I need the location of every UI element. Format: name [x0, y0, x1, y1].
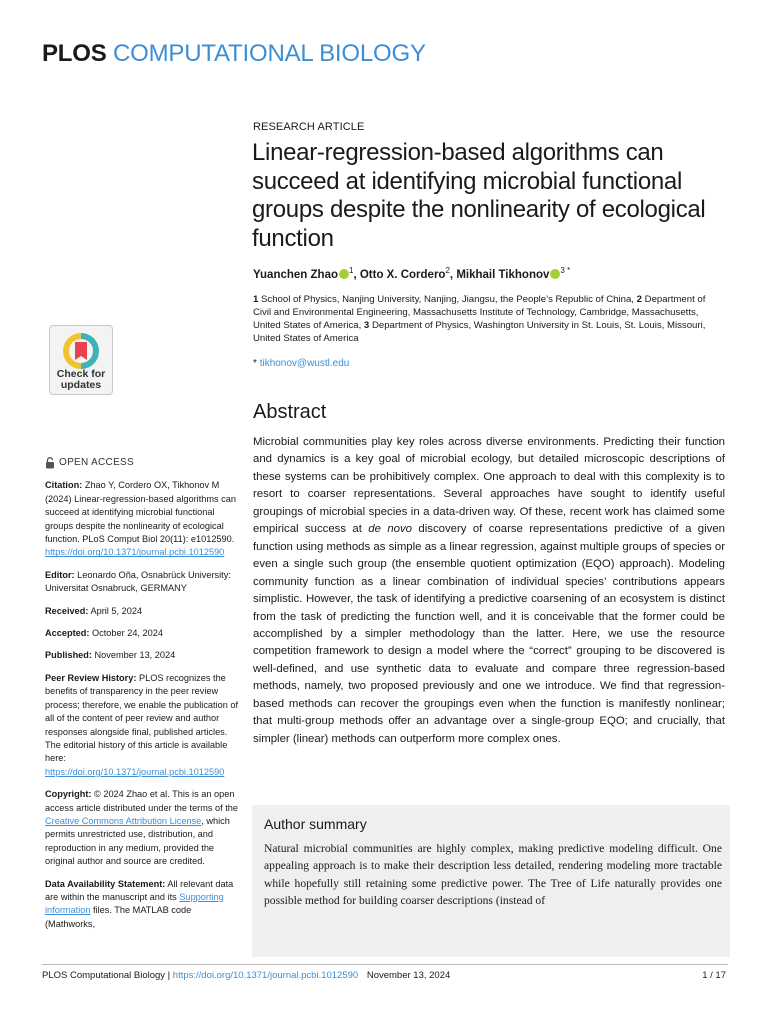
author-summary-box: [252, 805, 730, 957]
affiliation-number: 1: [253, 294, 259, 305]
open-access-lock-icon: [45, 457, 55, 469]
peer-review-link[interactable]: https://doi.org/10.1371/journal.pcbi.1012590: [45, 766, 225, 777]
journal-name: COMPUTATIONAL BIOLOGY: [113, 40, 426, 67]
affiliations: [253, 293, 723, 345]
open-access-label: OPEN ACCESS: [45, 456, 240, 469]
author-summary-text: Natural microbial communities are highly complex, making predictive modeling difficult. One appealing approach is to make their description less detailed, rendering modeling more tractable while hopefully still retaining some predictive power. The Tree of Life naturally provides one possible method for building coarser descriptions (instead of: [264, 842, 722, 907]
received-date: Received: April 5, 2024: [45, 605, 143, 616]
license-link[interactable]: Creative Commons Attribution License: [45, 815, 202, 826]
peer-review-block: Peer Review History: PLOS recognizes the benefits of transparency in the peer review process; therefore, we enable the publication of all of the content of peer review and author responses alongside final, published articles. The editorial history of this article is available here: https://doi.org/10.1371/journal.pcbi.1012590: [45, 672, 239, 777]
copyright-block: Copyright: © 2024 Zhao et al. This is an open access article distributed under the terms of the Creative Commons Attribution License, which permits unrestricted use, distribution, and reproduction in any medium, provided the original author and source are credited.: [45, 789, 239, 867]
data-availability-block: Data Availability Statement: All relevant data are within the manuscript and its Supporting information files. The MATLAB code (Mathworks,: [45, 878, 234, 929]
affiliation-number: 3: [363, 320, 370, 331]
affiliation-number: 2: [636, 294, 642, 305]
orcid-icon[interactable]: [550, 269, 560, 279]
supporting-information-link[interactable]: Supporting information: [45, 891, 224, 916]
citation-block: Citation: Zhao Y, Cordero OX, Tikhonov M (2024) Linear-regression-based algorithms can succeed at identifying microbial functional groups despite the nonlinearity of ecological function. PLoS Comput Biol 20(11): e1012590. https://doi.org/10.1371/journal.pcbi.1012590: [45, 480, 236, 558]
accepted-date: Accepted: October 24, 2024: [45, 628, 163, 639]
author-affiliation-number: 1: [349, 266, 354, 275]
correspondence-email-link[interactable]: tikhonov@wustl.edu: [259, 358, 350, 369]
article-title: Linear-regression-based algorithms can succeed at identifying microbial functional groups despite the nonlinearity of ecological function: [252, 139, 706, 252]
author-affiliation-number: 2: [445, 266, 450, 275]
footer-date: November 13, 2024: [366, 970, 451, 981]
orcid-icon[interactable]: [339, 269, 349, 279]
affiliation-text: Department of Physics, Washington University in St. Louis, St. Louis, Missouri, United States of America: [253, 320, 706, 344]
page-footer: [42, 970, 450, 981]
footer-doi-link[interactable]: https://doi.org/10.1371/journal.pcbi.1012590: [172, 970, 359, 981]
affiliation-text: Department of Civil and Environmental Engineering, Massachusetts Institute of Technology, Cambridge, Massachusetts, United States of America,: [253, 294, 706, 331]
article-info-sidebar: [45, 456, 240, 940]
correspondence: [253, 358, 349, 369]
journal-header: [42, 40, 426, 68]
author-name[interactable]: Yuanchen Zhao: [253, 268, 338, 281]
author-list: Yuanchen Zhao $^1$, Otto X. Cordero$^2$, Mikhail Tikhonov $^{3 *}$: [253, 266, 571, 281]
published-date: Published: November 13, 2024: [45, 650, 176, 661]
abstract-heading: Abstract: [253, 401, 327, 423]
check-updates-label: Check for updates: [56, 368, 106, 391]
author-name[interactable]: Otto X. Cordero: [359, 268, 446, 281]
author-summary-heading: Author summary: [264, 816, 367, 832]
journal-brand: PLOS: [42, 40, 107, 67]
check-updates-icon: [62, 332, 100, 370]
footer-divider: [42, 964, 728, 965]
citation-doi-link[interactable]: https://doi.org/10.1371/journal.pcbi.1012590: [45, 547, 225, 558]
editor-block: Editor: Leonardo Oña, Osnabrück University: Universitat Osnabruck, GERMANY: [45, 569, 231, 594]
author-affiliation-number: 3 *: [560, 266, 571, 275]
author-name[interactable]: Mikhail Tikhonov: [456, 268, 550, 281]
page-number: 1 / 17: [702, 970, 726, 981]
article-type: RESEARCH ARTICLE: [253, 121, 365, 133]
check-for-updates-badge[interactable]: [49, 325, 113, 395]
footer-journal: PLOS Computational Biology |: [42, 970, 171, 981]
affiliation-text: School of Physics, Nanjing University, Nanjing, Jiangsu, the People’s Republic of China,: [261, 294, 637, 305]
correspondence-marker: *: [253, 358, 257, 369]
abstract-text: Microbial communities play key roles across diverse environments. Predicting their function and dynamics is a key goal of microbial ecology, but detailed microscopic descriptions of these systems can be prohibitively complex. One approach to deal with this complexity is to resort to coarser representations. Several approaches have sought to identify useful groupings of microbial species in a data-driven way. Of these, recent work has claimed some empirical success at de novo discovery of coarse representations predictive of a given function using methods as simple as a linear regression, against multiple groups of species or even a single such group (the ensemble quotient optimization (EQO) approach). Modeling community function as a linear combination of individual species’ contributions appears simplistic. However, the task of identifying a predictive coarsening of an ecosystem is distinct from the task of predicting the function well, and it is conceivable that the former could be accomplished by a simpler methodology than the latter. Here, we use the resource competition framework to design a model where the “correct” grouping to be discovered is well-defined, and use synthetic data to evaluate and compare three regression-based methods, namely, two proposed previously and one we introduce. We find that regression-based methods can recover the groupings even when the function is manifestly nonlinear; that multi-group methods offer an advantage over a single-group EQO; and crucially, that simpler (linear) methods can outperform more complex ones.: [253, 436, 725, 745]
